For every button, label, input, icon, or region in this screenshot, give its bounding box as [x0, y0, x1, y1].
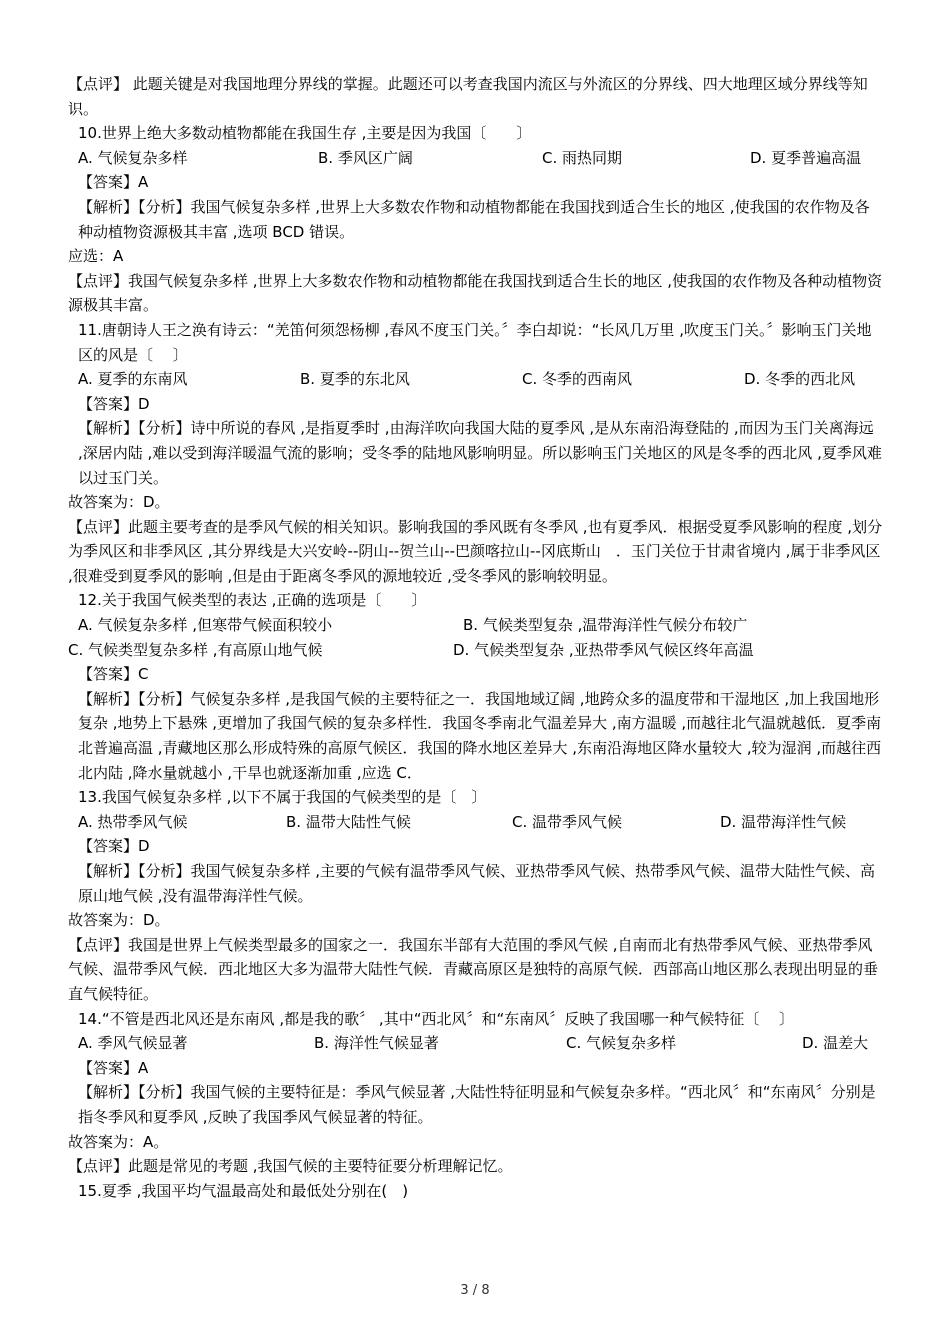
text-line: 【点评】我国是世界上气候类型最多的国家之一．我国东半部有大范围的季风气候 ,自南而北有热带季风气候、亚热带季风气候、温带季风气候．西北地区大多为温带大陆性气候．青藏高原区是独特的高原气候．西部高山地区那么表现出明显的垂直气候特征。: [68, 935, 879, 1003]
answer-option: B. 季风区广阔: [318, 148, 413, 167]
answer-option: B. 夏季的东北风: [300, 370, 410, 389]
page-number: 3 / 8: [460, 1283, 490, 1298]
text-line: 【答案】A: [78, 173, 149, 192]
answer-option: C. 气候复杂多样: [566, 1034, 677, 1053]
answer-option: D. 冬季的西北风: [744, 370, 856, 389]
text-line: 应选：A: [68, 247, 124, 266]
answer-option: D. 夏季普遍高温: [750, 148, 862, 167]
text-line: 【解析】【分析】我国气候复杂多样 ,世界上大多数农作物和动植物都能在我国找到适合生长的地区 ,使我国的农作物及各种动植物资源极其丰富 ,选项 BCD 错误。: [78, 197, 870, 241]
answer-option: C. 雨热同期: [542, 148, 623, 167]
answer-option: A. 季风气候显著: [78, 1034, 188, 1053]
answer-options: [68, 810, 883, 835]
answer-option: D. 气候类型复杂 ,亚热带季风气候区终年高温: [453, 640, 754, 659]
answer-option: A. 热带季风气候: [78, 812, 188, 831]
text-line: 13.我国气候复杂多样 ,以下不属于我国的气候类型的是〔 〕: [78, 788, 487, 807]
text-line: 【点评】我国气候复杂多样 ,世界上大多数农作物和动植物都能在我国找到适合生长的地区 ,使我国的农作物及各种动植物资源极其丰富。: [68, 271, 883, 315]
text-line: 【解析】【分析】气候复杂多样 ,是我国气候的主要特征之一．我国地域辽阔 ,地跨众多的温度带和干湿地区 ,加上我国地形复杂 ,地势上下悬殊 ,更增加了我国气候的复杂多样性．我国冬季南北气温差异大 ,南方温暖 ,而越往北气温就越低．夏季南北普遍高温 ,青藏地区那么形成特殊的高原气候区．我国的降水地区差异大 ,东南沿海地区降水量较大 ,较为湿润 ,而越往西北内陆 ,降水量就越小 ,干旱也就逐渐加重 ,应选 C．: [78, 689, 882, 782]
text-line: 12.关于我国气候类型的表达 ,正确的选项是〔 〕: [78, 591, 427, 610]
text-line: 【解析】【分析】我国气候复杂多样 ,主要的气候有温带季风气候、亚热带季风气候、热带季风气候、温带大陆性气候、高原山地气候 ,没有温带海洋性气候。: [78, 862, 876, 905]
text-line: 【解析】【分析】诗中所说的春风 ,是指夏季时 ,由海洋吹向我国大陆的夏季风 ,是从东南沿海登陆的 ,而因为玉门关离海远 ,深居内陆 ,难以受到海洋暖温气流的影响；受冬季的陆地风影响明显。所以影响玉门关地区的风是冬季的西北风 ,夏季风难以过玉门关。: [78, 419, 882, 487]
answer-option: A. 气候复杂多样 ,但寒带气候面积较小: [78, 616, 333, 635]
answer-option: D. 温带海洋性气候: [720, 812, 847, 831]
text-line: 【答案】A: [78, 1058, 149, 1077]
text-line: 15.夏季 ,我国平均气温最高处和最低处分别在( ): [78, 1181, 409, 1200]
answer-option: D. 温差大: [802, 1034, 869, 1053]
text-line: 【答案】D: [78, 394, 150, 413]
answer-option: C. 冬季的西南风: [522, 370, 633, 389]
answer-option: A. 气候复杂多样: [78, 148, 188, 167]
answer-options: [68, 613, 883, 638]
text-line: 10.世界上绝大多数动植物都能在我国生存 ,主要是因为我国〔 〕: [78, 124, 532, 143]
answer-option: C. 气候类型复杂多样 ,有高原山地气候: [68, 640, 323, 659]
text-line: 【点评】此题主要考查的是季风气候的相关知识。影响我国的季风既有冬季风 ,也有夏季风．根据受夏季风影响的程度 ,划分为季风区和非季风区 ,其分界线是大兴安岭--阴山--贺兰山--巴颜喀拉山--冈底斯山 ．玉门关位于甘肃省境内 ,属于非季风区 ,很难受到夏季风的影响 ,但是由于距离冬季风的源地较近 ,受冬季风的影响较明显。: [68, 517, 883, 585]
answer-options: [68, 1031, 883, 1056]
text-line: 【点评】 此题关键是对我国地理分界线的掌握。此题还可以考查我国内流区与外流区的分界线、四大地理区域分界线等知识。: [68, 75, 868, 118]
answer-option: A. 夏季的东南风: [78, 370, 188, 389]
answer-options: [68, 367, 883, 392]
answer-option: C. 温带季风气候: [512, 812, 623, 831]
text-line: 故答案为：D。: [68, 493, 170, 512]
text-line: 【答案】C: [78, 665, 149, 684]
answer-option: B. 海洋性气候显著: [314, 1034, 439, 1053]
text-line: 【点评】此题是常见的考题 ,我国气候的主要特征要分析理解记忆。: [68, 1157, 513, 1176]
text-line: 11.唐朝诗人王之涣有诗云：“羌笛何须怨杨柳 ,春风不度玉门关。〞李白却说：“长风几万里 ,吹度玉门关。〞影响玉门关地区的风是〔 〕: [78, 320, 872, 364]
text-line: 14.“不管是西北风还是东南风 ,都是我的歌〞 ,其中“西北风〞和“东南风〞反映了我国哪一种气候特征〔 〕: [78, 1009, 795, 1028]
text-line: 故答案为：A。: [68, 1132, 169, 1151]
text-line: 故答案为：D。: [68, 911, 170, 930]
text-line: 【答案】D: [78, 837, 150, 856]
answer-options: [68, 146, 883, 171]
answer-option: B. 温带大陆性气候: [286, 812, 411, 831]
answer-option: B. 气候类型复杂 ,温带海洋性气候分布较广: [463, 616, 748, 635]
document-body: [68, 72, 883, 1203]
text-line: 【解析】【分析】我国气候的主要特征是：季风气候显著 ,大陆性特征明显和气候复杂多样。“西北风〞和“东南风〞分别是指冬季风和夏季风 ,反映了我国季风气候显著的特征。: [78, 1083, 876, 1126]
answer-options: [68, 638, 883, 663]
